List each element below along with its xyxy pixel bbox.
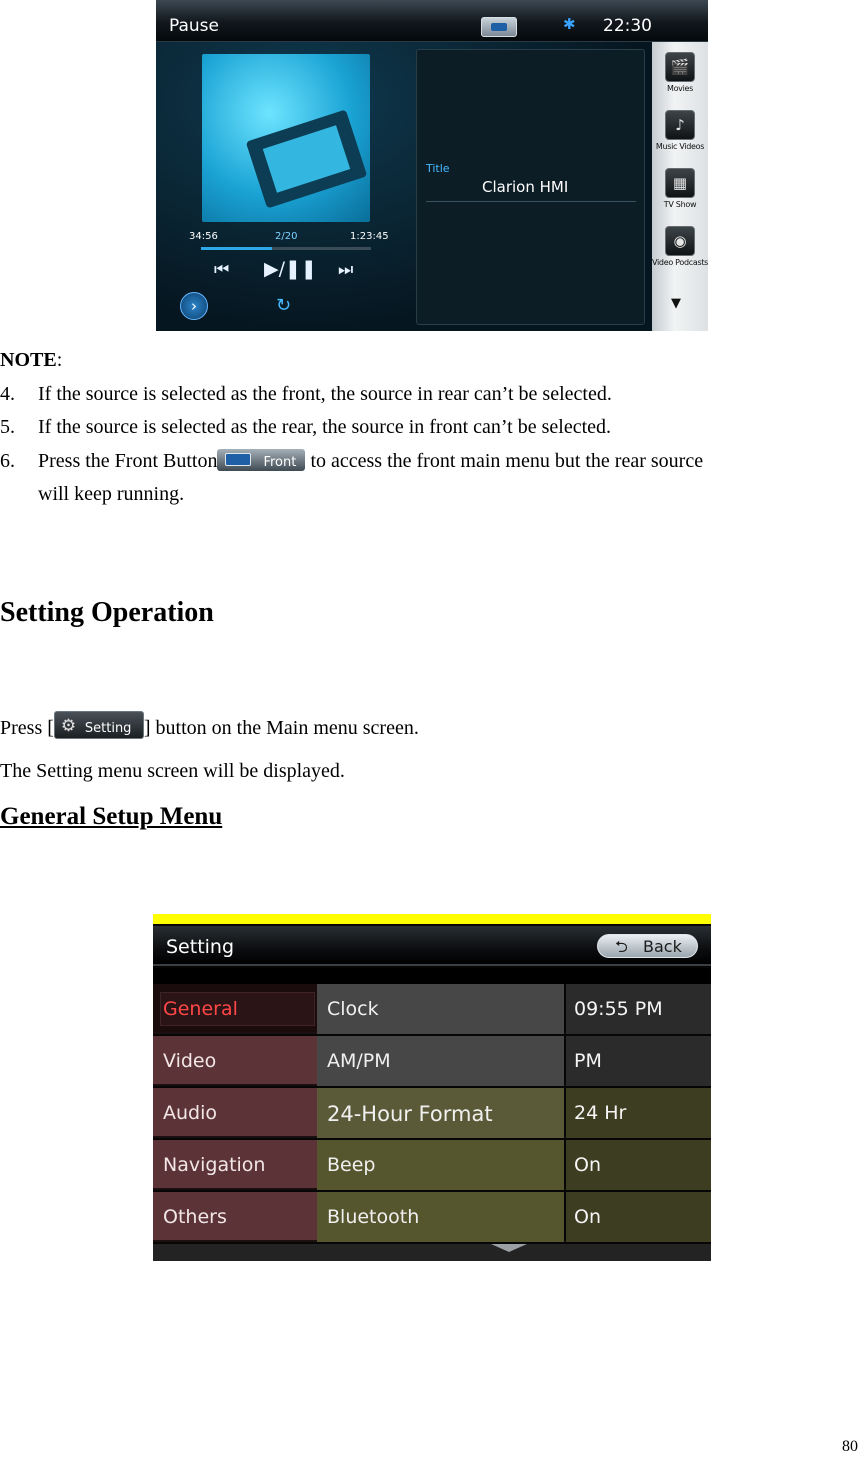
media-label: TV Show: [663, 200, 697, 209]
option-label-text: AM/PM: [327, 1050, 391, 1072]
scroll-down-icon[interactable]: [491, 1244, 527, 1252]
category-general[interactable]: [153, 984, 317, 1034]
result-text: The Setting menu screen will be displayed.: [0, 760, 345, 782]
instruction-part: Press [: [0, 717, 54, 739]
option-row-am-pm[interactable]: [317, 1036, 711, 1086]
option-value: [566, 1192, 711, 1242]
chevron-right-icon[interactable]: ›: [180, 292, 208, 320]
option-value-text: 24 Hr: [574, 1102, 627, 1124]
note-colon: :: [56, 349, 63, 371]
note-label: NOTE: [0, 349, 57, 371]
next-track-icon[interactable]: ⏭: [338, 260, 354, 280]
track-info-panel: [416, 49, 645, 325]
front-source-icon: [225, 453, 251, 466]
option-label: [317, 1088, 564, 1138]
play-pause-icon[interactable]: ▶/❚❚: [264, 258, 317, 280]
media-item-video-podcasts[interactable]: [652, 226, 708, 267]
setting-button-image: [54, 711, 144, 739]
music-note-icon: ♪: [665, 110, 695, 140]
option-value-text: On: [574, 1206, 601, 1228]
instruction-text: [0, 711, 419, 740]
media-category-list: [652, 42, 708, 331]
media-item-music-videos[interactable]: [652, 110, 708, 151]
media-label: Music Videos: [655, 142, 705, 151]
category-label: Video: [163, 1050, 217, 1072]
option-label: [317, 1192, 564, 1242]
section-heading: Setting Operation: [0, 597, 214, 628]
podcast-icon: ◉: [665, 226, 695, 256]
media-item-tv-show[interactable]: [652, 168, 708, 209]
status-bar: [156, 0, 708, 42]
option-label: [317, 1140, 564, 1190]
category-list: [153, 984, 317, 1244]
option-label-text: 24-Hour Format: [327, 1102, 493, 1126]
instruction-part: ] button on the Main menu screen.: [143, 717, 419, 739]
note-heading: [0, 348, 62, 372]
repeat-icon[interactable]: ↻: [276, 295, 292, 316]
option-value: [566, 984, 711, 1034]
category-label: Navigation: [163, 1154, 266, 1176]
player-screenshot: [156, 0, 708, 331]
option-row-24-hour-format[interactable]: [317, 1088, 711, 1138]
media-label: Movies: [666, 84, 694, 93]
tv-icon: ▦: [665, 168, 695, 198]
note-text-part: Press the Front Button: [38, 450, 218, 472]
front-button-image: [217, 449, 305, 471]
setting-screenshot: [153, 914, 711, 1261]
option-label-text: Clock: [327, 998, 379, 1020]
category-others[interactable]: [153, 1192, 317, 1242]
option-label: [317, 984, 564, 1034]
seek-bar[interactable]: [201, 247, 371, 250]
subsection-heading: General Setup Menu: [0, 803, 223, 830]
film-strip-icon: [246, 109, 367, 208]
category-audio[interactable]: [153, 1088, 317, 1138]
title-value: Clarion HMI: [482, 178, 569, 196]
option-label: [317, 1036, 564, 1086]
front-source-icon[interactable]: [481, 17, 517, 37]
setting-titlebar: [153, 926, 711, 966]
seek-bar-fill: [201, 247, 272, 250]
category-label: Others: [163, 1206, 227, 1228]
triangle-down-icon[interactable]: ▼: [671, 296, 681, 311]
option-row-clock[interactable]: [317, 984, 711, 1034]
category-video[interactable]: [153, 1036, 317, 1086]
playback-state: Pause: [169, 16, 219, 36]
note-number: 6.: [0, 450, 15, 472]
option-value: [566, 1036, 711, 1086]
option-label-text: Beep: [327, 1154, 376, 1176]
back-button[interactable]: [597, 934, 698, 958]
note-text: If the source is selected as the rear, the source in front can’t be selected.: [38, 416, 612, 438]
setting-title: Setting: [166, 936, 235, 958]
option-value-text: PM: [574, 1050, 602, 1072]
divider: [153, 968, 711, 984]
option-value: [566, 1088, 711, 1138]
note-text: will keep running.: [38, 483, 185, 505]
total-time: 1:23:45: [350, 231, 389, 242]
category-label: Audio: [163, 1102, 218, 1124]
setting-button-label: Setting: [84, 721, 132, 736]
gear-icon: ⚙: [60, 716, 77, 735]
front-button-label: Front: [263, 455, 297, 470]
option-value-text: On: [574, 1154, 601, 1176]
bluetooth-icon: ✱: [563, 15, 576, 33]
elapsed-time: 34:56: [189, 231, 218, 242]
title-label: Title: [426, 162, 450, 175]
note-text-part: to access the front main menu but the rear source: [305, 450, 704, 472]
category-label: General: [163, 998, 238, 1020]
options-table: [317, 984, 711, 1244]
player-main: [156, 42, 652, 331]
option-row-bluetooth[interactable]: [317, 1192, 711, 1242]
scroll-bar: [153, 1244, 711, 1261]
page-number: 80: [842, 1438, 858, 1455]
clapperboard-icon: 🎬: [665, 52, 695, 82]
note-text: If the source is selected as the front, the source in rear can’t be selected.: [38, 383, 612, 405]
category-navigation[interactable]: [153, 1140, 317, 1190]
track-position: 2/20: [275, 231, 298, 242]
option-value-text: 09:55 PM: [574, 998, 663, 1020]
back-arrow-icon: ⮌: [615, 937, 628, 956]
previous-track-icon[interactable]: ⏮: [214, 260, 230, 280]
note-number: 5.: [0, 416, 15, 438]
highlight-banner: [153, 914, 711, 924]
media-label: Video Podcasts: [652, 258, 708, 267]
note-number: 4.: [0, 383, 15, 405]
back-label: Back: [643, 937, 682, 956]
clock: 22:30: [603, 16, 652, 36]
media-item-movies[interactable]: [652, 52, 708, 93]
album-art: [202, 54, 370, 222]
option-value: [566, 1140, 711, 1190]
note-text: [38, 449, 703, 473]
option-row-beep[interactable]: [317, 1140, 711, 1190]
option-label-text: Bluetooth: [327, 1206, 420, 1228]
divider: [426, 201, 636, 202]
